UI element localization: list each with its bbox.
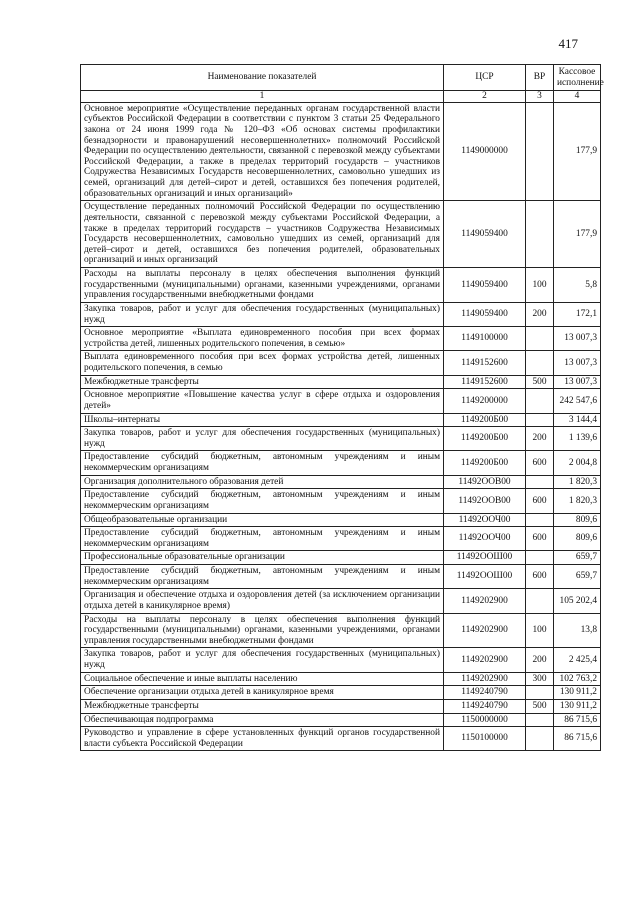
table-row bbox=[81, 727, 601, 751]
row-amount-cell: 86 715,6 bbox=[554, 727, 601, 751]
row-name-cell: Закупка товаров, работ и услуг для обеспечения государственных (муниципальных) нужд bbox=[81, 302, 444, 326]
row-name-cell: Расходы на выплаты персоналу в целях обеспечения выполнения функций государственными (муниципальными) органами, казенными учреждениями, органами управления государственными внебюджетными фондами bbox=[81, 613, 444, 648]
row-amount-cell: 1 820,3 bbox=[554, 475, 601, 489]
table-row bbox=[81, 427, 601, 451]
table-row bbox=[81, 713, 601, 727]
row-vr-cell: 100 bbox=[526, 613, 554, 648]
table-row bbox=[81, 699, 601, 713]
row-amount-cell: 86 715,6 bbox=[554, 713, 601, 727]
row-vr-cell bbox=[526, 102, 554, 201]
row-name-cell: Межбюджетные трансферты bbox=[81, 375, 444, 389]
row-vr-cell: 600 bbox=[526, 565, 554, 589]
row-vr-cell bbox=[526, 551, 554, 565]
row-vr-cell: 200 bbox=[526, 302, 554, 326]
table-row bbox=[81, 475, 601, 489]
row-csr-cell: 1149202900 bbox=[444, 672, 526, 686]
row-vr-cell bbox=[526, 413, 554, 427]
row-csr-cell: 1149240790 bbox=[444, 686, 526, 700]
row-csr-cell: 1149059400 bbox=[444, 302, 526, 326]
row-vr-cell bbox=[526, 351, 554, 375]
row-csr-cell: 11492ООВ00 bbox=[444, 475, 526, 489]
row-name-cell: Межбюджетные трансферты bbox=[81, 699, 444, 713]
table-row bbox=[81, 375, 601, 389]
row-csr-cell: 1149000000 bbox=[444, 102, 526, 201]
row-amount-cell: 130 911,2 bbox=[554, 686, 601, 700]
budget-execution-table bbox=[80, 64, 604, 751]
row-csr-cell: 11492ООВ00 bbox=[444, 489, 526, 513]
row-amount-cell: 1 820,3 bbox=[554, 489, 601, 513]
row-csr-cell: 1149202900 bbox=[444, 589, 526, 613]
row-csr-cell: 11492ООЧ00 bbox=[444, 513, 526, 527]
row-amount-cell: 13 007,3 bbox=[554, 327, 601, 351]
row-vr-cell bbox=[526, 686, 554, 700]
row-vr-cell: 200 bbox=[526, 648, 554, 672]
row-csr-cell: 11492ООЧ00 bbox=[444, 527, 526, 551]
row-csr-cell: 1149200Б00 bbox=[444, 451, 526, 475]
row-name-cell: Организация дополнительного образования детей bbox=[81, 475, 444, 489]
row-name-cell: Обеспечивающая подпрограмма bbox=[81, 713, 444, 727]
row-csr-cell: 1149059400 bbox=[444, 268, 526, 303]
row-amount-cell: 13 007,3 bbox=[554, 375, 601, 389]
row-csr-cell: 1149202900 bbox=[444, 613, 526, 648]
row-amount-cell: 102 763,2 bbox=[554, 672, 601, 686]
row-vr-cell: 600 bbox=[526, 489, 554, 513]
table-row bbox=[81, 489, 601, 513]
row-amount-cell: 3 144,4 bbox=[554, 413, 601, 427]
row-amount-cell: 177,9 bbox=[554, 102, 601, 201]
row-csr-cell: 1149100000 bbox=[444, 327, 526, 351]
row-amount-cell: 177,9 bbox=[554, 201, 601, 268]
row-amount-cell: 809,6 bbox=[554, 527, 601, 551]
row-vr-cell: 500 bbox=[526, 375, 554, 389]
row-amount-cell: 2 425,4 bbox=[554, 648, 601, 672]
row-vr-cell: 300 bbox=[526, 672, 554, 686]
row-vr-cell bbox=[526, 713, 554, 727]
table-row bbox=[81, 201, 601, 268]
row-vr-cell bbox=[526, 389, 554, 413]
table-row bbox=[81, 102, 601, 201]
row-csr-cell: 1149200Б00 bbox=[444, 427, 526, 451]
row-name-cell: Выплата единовременного пособия при всех формах устройства детей, лишенных родительского попечения, в семью bbox=[81, 351, 444, 375]
row-name-cell: Закупка товаров, работ и услуг для обеспечения государственных (муниципальных) нужд bbox=[81, 427, 444, 451]
column-number-row bbox=[81, 91, 601, 103]
row-amount-cell: 659,7 bbox=[554, 551, 601, 565]
row-amount-cell: 105 202,4 bbox=[554, 589, 601, 613]
row-name-cell: Расходы на выплаты персоналу в целях обеспечения выполнения функций государственными (муниципальными) органами, казенными учреждениями, органами управления государственными внебюджетными фондами bbox=[81, 268, 444, 303]
table-row bbox=[81, 589, 601, 613]
column-number: 4 bbox=[554, 91, 601, 103]
table-row bbox=[81, 686, 601, 700]
row-amount-cell: 659,7 bbox=[554, 565, 601, 589]
row-amount-cell: 13,8 bbox=[554, 613, 601, 648]
row-vr-cell bbox=[526, 589, 554, 613]
row-amount-cell: 172,1 bbox=[554, 302, 601, 326]
row-amount-cell: 5,8 bbox=[554, 268, 601, 303]
row-name-cell: Предоставление субсидий бюджетным, автономным учреждениям и иным некоммерческим организациям bbox=[81, 527, 444, 551]
header-name: Наименование показателей bbox=[81, 65, 444, 91]
row-csr-cell: 1150000000 bbox=[444, 713, 526, 727]
row-name-cell: Осуществление переданных полномочий Российской Федерации по осуществлению деятельности, связанной с перевозкой между субъектами Российской Федерации, а также в пределах территорий государств – участников Содружества Независимых Государств несовершеннолетних, самовольно ушедших из семей, организаций для детей–сирот и детей, оставшихся без попечения родителей, образовательных организаций и иных организаций bbox=[81, 201, 444, 268]
row-csr-cell: 11492ООШ00 bbox=[444, 565, 526, 589]
row-name-cell: Обеспечение организации отдыха детей в каникулярное время bbox=[81, 686, 444, 700]
row-vr-cell: 600 bbox=[526, 527, 554, 551]
row-vr-cell bbox=[526, 727, 554, 751]
row-amount-cell: 2 004,8 bbox=[554, 451, 601, 475]
header-row bbox=[81, 65, 601, 91]
row-name-cell: Основное мероприятие «Осуществление переданных органам государственной власти субъектов Российской Федерации в соответствии с пунктом 3 статьи 25 Федерального закона от 24 июня 1999 года № 120–ФЗ «Об основах системы профилактики безнадзорности и правонарушений несовершеннолетних» полномочий Российской Федерации по осуществлению деятельности, связанной с перевозкой между субъектами Российской Федерации, а также в пределах территорий государств – участников Содружества Независимых Государств несовершеннолетних, самовольно ушедших из семей, организаций для детей–сирот и детей, оставшихся без попечения родителей, образовательных организаций и иных организаций» bbox=[81, 102, 444, 201]
table-row bbox=[81, 413, 601, 427]
row-name-cell: Предоставление субсидий бюджетным, автономным учреждениям и иным некоммерческим организациям bbox=[81, 451, 444, 475]
row-csr-cell: 1149059400 bbox=[444, 201, 526, 268]
row-name-cell: Общеобразовательные организации bbox=[81, 513, 444, 527]
row-vr-cell bbox=[526, 513, 554, 527]
row-name-cell: Руководство и управление в сфере установленных функций органов государственной власти субъекта Российской Федерации bbox=[81, 727, 444, 751]
row-name-cell: Социальное обеспечение и иные выплаты населению bbox=[81, 672, 444, 686]
row-csr-cell: 1149200Б00 bbox=[444, 413, 526, 427]
table-row bbox=[81, 268, 601, 303]
row-csr-cell: 1149152600 bbox=[444, 351, 526, 375]
row-name-cell: Закупка товаров, работ и услуг для обеспечения государственных (муниципальных) нужд bbox=[81, 648, 444, 672]
row-name-cell: Организация и обеспечение отдыха и оздоровления детей (за исключением организации отдыха детей в каникулярное время) bbox=[81, 589, 444, 613]
row-vr-cell: 200 bbox=[526, 427, 554, 451]
table-row bbox=[81, 551, 601, 565]
table-row bbox=[81, 648, 601, 672]
row-csr-cell: 1149202900 bbox=[444, 648, 526, 672]
table-row bbox=[81, 613, 601, 648]
row-amount-cell: 242 547,6 bbox=[554, 389, 601, 413]
row-name-cell: Предоставление субсидий бюджетным, автономным учреждениям и иным некоммерческим организациям bbox=[81, 565, 444, 589]
row-name-cell: Основное мероприятие «Повышение качества услуг в сфере отдыха и оздоровления детей» bbox=[81, 389, 444, 413]
row-amount-cell: 130 911,2 bbox=[554, 699, 601, 713]
row-amount-cell: 13 007,3 bbox=[554, 351, 601, 375]
row-vr-cell bbox=[526, 201, 554, 268]
row-vr-cell: 500 bbox=[526, 699, 554, 713]
header-csr: ЦСР bbox=[444, 65, 526, 91]
table-row bbox=[81, 513, 601, 527]
row-vr-cell bbox=[526, 327, 554, 351]
row-amount-cell: 1 139,6 bbox=[554, 427, 601, 451]
page-number: 417 bbox=[558, 36, 578, 51]
row-csr-cell: 11492ООШ00 bbox=[444, 551, 526, 565]
column-number: 2 bbox=[444, 91, 526, 103]
row-name-cell: Профессиональные образовательные организации bbox=[81, 551, 444, 565]
row-vr-cell bbox=[526, 475, 554, 489]
table-row bbox=[81, 565, 601, 589]
column-number: 1 bbox=[81, 91, 444, 103]
row-csr-cell: 1149240790 bbox=[444, 699, 526, 713]
table-row bbox=[81, 351, 601, 375]
row-name-cell: Основное мероприятие «Выплата единовременного пособия при всех формах устройства детей, лишенных родительского попечения, в семью» bbox=[81, 327, 444, 351]
row-vr-cell: 100 bbox=[526, 268, 554, 303]
row-csr-cell: 1150100000 bbox=[444, 727, 526, 751]
table-row bbox=[81, 527, 601, 551]
column-number: 3 bbox=[526, 91, 554, 103]
table-row bbox=[81, 327, 601, 351]
row-amount-cell: 809,6 bbox=[554, 513, 601, 527]
row-csr-cell: 1149152600 bbox=[444, 375, 526, 389]
header-vr: ВР bbox=[526, 65, 554, 91]
table-row bbox=[81, 451, 601, 475]
row-vr-cell: 600 bbox=[526, 451, 554, 475]
row-name-cell: Школы–интернаты bbox=[81, 413, 444, 427]
table-row bbox=[81, 389, 601, 413]
row-csr-cell: 1149200000 bbox=[444, 389, 526, 413]
row-name-cell: Предоставление субсидий бюджетным, автономным учреждениям и иным некоммерческим организациям bbox=[81, 489, 444, 513]
table-row bbox=[81, 672, 601, 686]
table-row bbox=[81, 302, 601, 326]
header-amount: Кассовое исполнение bbox=[554, 65, 601, 91]
